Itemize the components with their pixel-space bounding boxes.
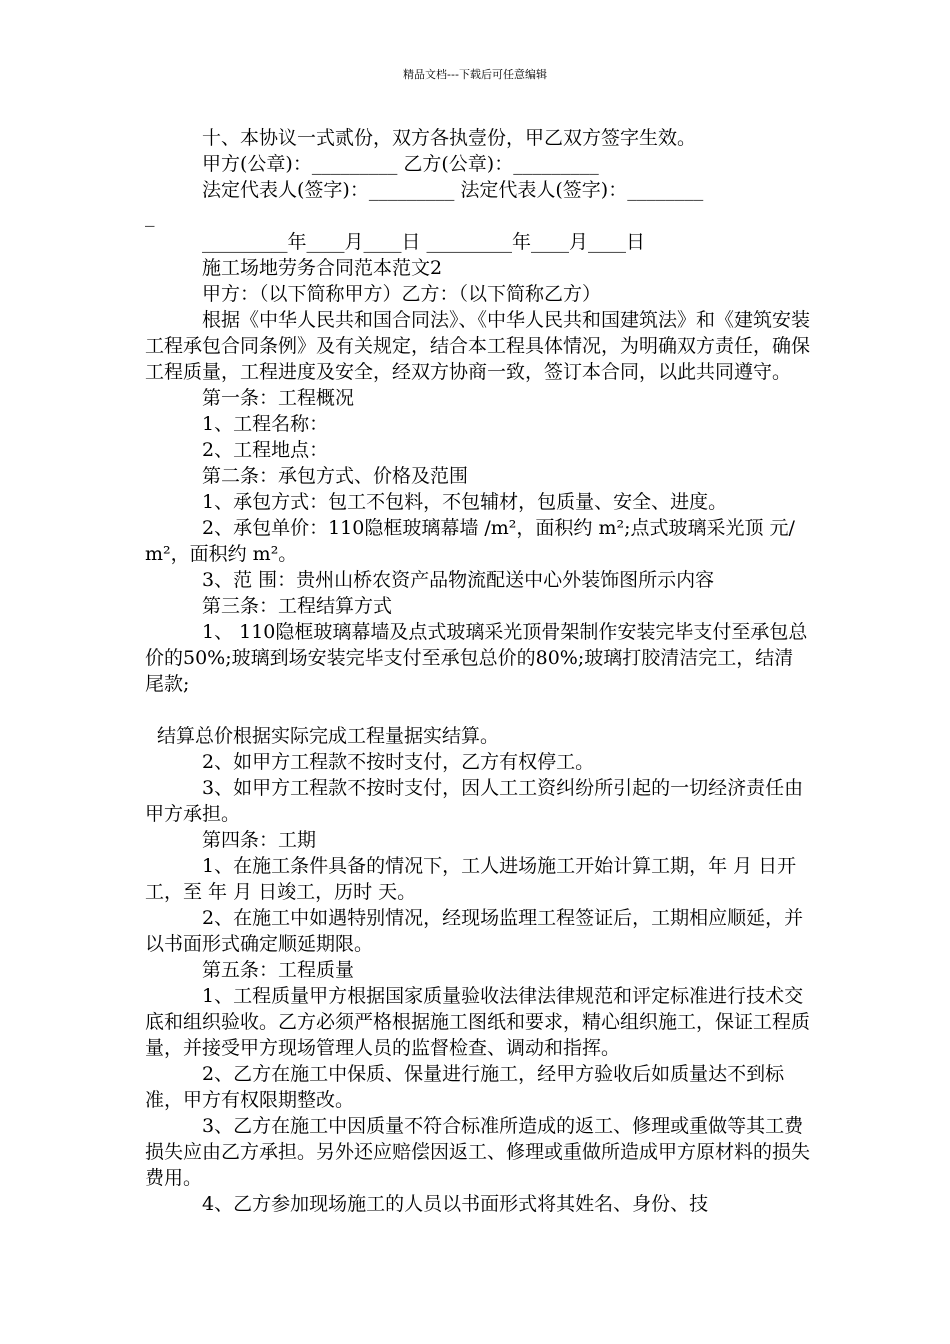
paragraph: 根据《中华人民共和国合同法》、《中华人民共和国建筑法》和《建筑安装工程承包合同条例》及有关规定，结合本工程具体情况，为明确双方责任，确保工程质量，工程进度及安全，经双方协商一致，签订本合同，以此共同遵守。: [145, 309, 811, 383]
paragraph: 2、承包单价：110隐框玻璃幕墙 /m²，面积约 m²;点式玻璃采光顶 元/m²，面积约 m²。: [145, 517, 795, 565]
paragraph: 2、工程地点：: [202, 439, 329, 461]
paragraph: 第二条：承包方式、价格及范围: [202, 465, 469, 487]
paragraph: 1、工程质量甲方根据国家质量验收法律法律规范和评定标准进行技术交底和组织验收。乙方必须严格根据施工图纸和要求，精心组织施工，保证工程质量，并接受甲方现场管理人员的监督检查、调动和指挥。: [145, 985, 811, 1059]
paragraph: 第一条：工程概况: [202, 387, 355, 409]
paragraph: 4、乙方参加现场施工的人员以书面形式将其姓名、身份、技: [202, 1193, 709, 1215]
paragraph: 十、本协议一式贰份，双方各执壹份，甲乙双方签字生效。: [202, 127, 697, 149]
paragraph: 2、在施工中如遇特别情况，经现场监理工程签证后，工期相应顺延，并以书面形式确定顺延期限。: [145, 907, 804, 955]
paragraph: _________年____月____日 _________年____月____日: [202, 231, 646, 253]
paragraph: 1、 110隐框玻璃幕墙及点式玻璃采光顶骨架制作安装完毕支付至承包总价的50%;玻璃到场安装完毕支付至承包总价的80%;玻璃打胶清洁完工，结清尾款;: [145, 621, 808, 695]
paragraph: 1、工程名称：: [202, 413, 329, 435]
paragraph: 第五条：工程质量: [202, 959, 355, 981]
paragraph: 第三条：工程结算方式: [202, 595, 393, 617]
page-header: 精品文档---下载后可任意编辑: [403, 68, 547, 81]
paragraph: 3、乙方在施工中因质量不符合标准所造成的返工、修理或重做等其工费损失应由乙方承担。另外还应赔偿因返工、修理或重做所造成甲方原材料的损失费用。: [145, 1115, 811, 1189]
paragraph: 甲方：（以下简称甲方）乙方：（以下简称乙方）: [202, 283, 602, 305]
paragraph: 法定代表人(签字)：_________ 法定代表人(签字)：________: [202, 179, 704, 201]
paragraph: 3、范 围：贵州山桥农资产品物流配送中心外装饰图所示内容: [202, 569, 715, 591]
paragraph: 甲方(公章)：_________ 乙方(公章)：_________: [202, 153, 599, 175]
paragraph: _: [145, 205, 155, 227]
paragraph: 2、如甲方工程款不按时支付，乙方有权停工。: [202, 751, 595, 773]
paragraph: 第四条：工期: [202, 829, 317, 851]
paragraph: 2、乙方在施工中保质、保量进行施工，经甲方验收后如质量达不到标准，甲方有权限期整改。: [145, 1063, 785, 1111]
paragraph: 1、承包方式：包工不包料，不包辅材，包质量、安全、进度。: [202, 491, 728, 513]
blank-line: [145, 697, 810, 723]
document-body: [145, 125, 810, 1217]
paragraph: 1、在施工条件具备的情况下，工人进场施工开始计算工期，年 月 日开工，至 年 月 日竣工，历时 天。: [145, 855, 797, 903]
paragraph: 结算总价根据实际完成工程量据实结算。: [157, 725, 500, 747]
paragraph: 施工场地劳务合同范本范文2: [202, 257, 443, 279]
paragraph: 3、如甲方工程款不按时支付，因人工工资纠纷所引起的一切经济责任由甲方承担。: [145, 777, 804, 825]
